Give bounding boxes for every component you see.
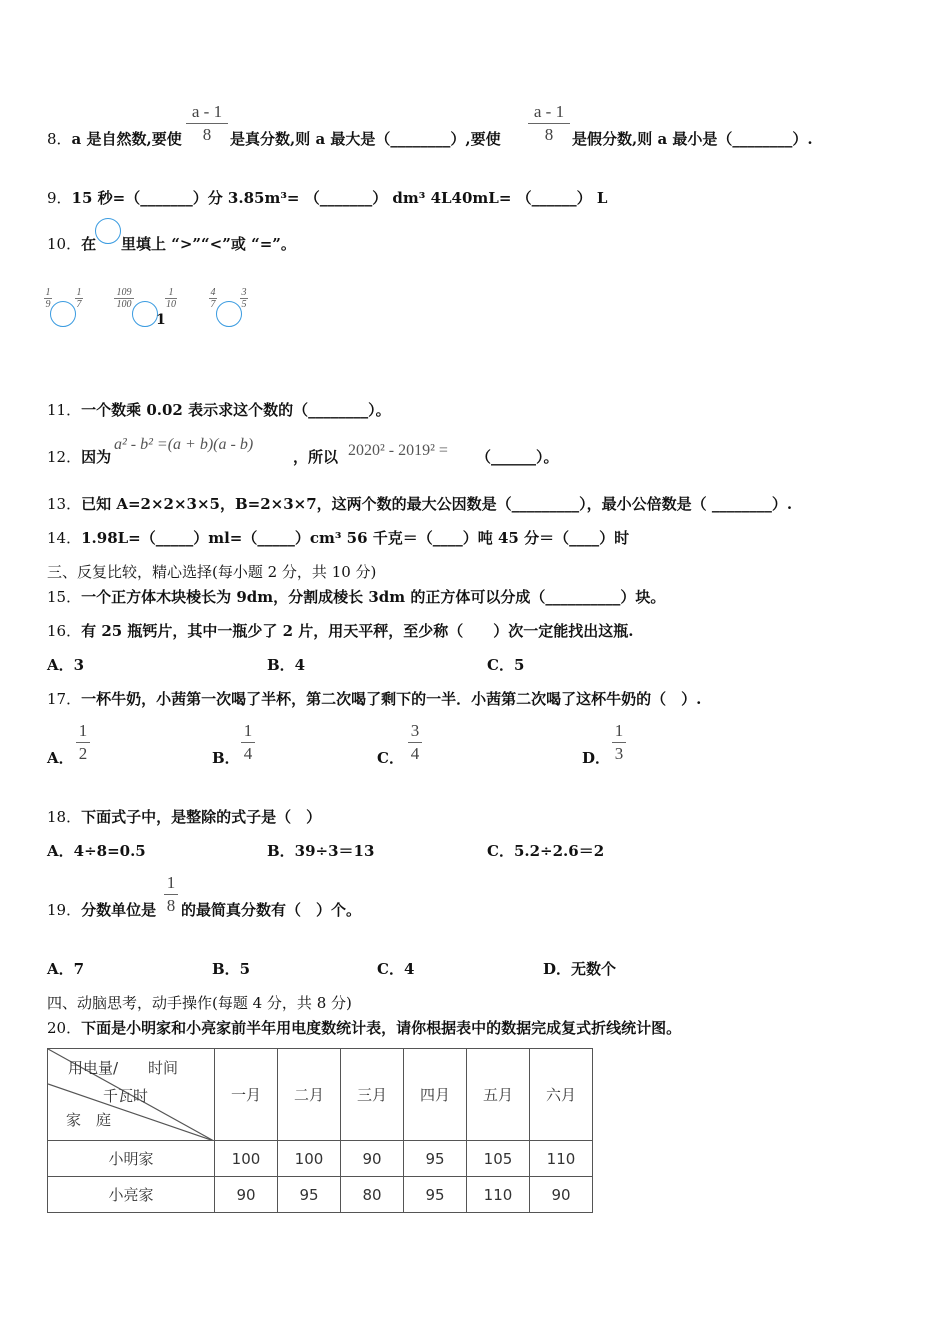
denominator: 5 xyxy=(241,299,247,310)
q19-option-c[interactable]: C．4 xyxy=(377,960,415,978)
q16-number: 16． xyxy=(47,622,82,640)
fraction-bar xyxy=(241,742,255,743)
q9-number: 9． xyxy=(47,189,72,207)
table-row xyxy=(48,1141,593,1177)
numerator: 1 xyxy=(76,287,82,298)
table-header-row xyxy=(48,1049,593,1141)
q10-number: 10． xyxy=(47,235,82,253)
q19-text-1: 分数单位是 xyxy=(81,901,157,919)
q13-number: 13． xyxy=(47,495,82,513)
q11-number: 11． xyxy=(47,401,82,419)
denominator: 100 xyxy=(116,299,132,310)
month-header: 一月 xyxy=(215,1049,278,1141)
q17-option-c-fraction xyxy=(408,721,422,764)
table-cell: 90 xyxy=(215,1177,278,1213)
table-cell: 95 xyxy=(404,1141,467,1177)
month-header: 六月 xyxy=(530,1049,593,1141)
question-12 xyxy=(47,446,111,467)
q16-option-b[interactable]: B．4 xyxy=(267,656,306,674)
denominator: 7 xyxy=(210,299,216,310)
pair2-left-fraction xyxy=(114,287,134,310)
compare-circle-3[interactable] xyxy=(216,301,242,327)
q8-text-2: 是真分数,则 a 最大是（________）,要使 xyxy=(230,130,501,148)
question-14 xyxy=(47,527,629,548)
numerator: 1 xyxy=(78,721,88,740)
q10-text-2: 里填上 “>”“<”或 “=”。 xyxy=(121,235,296,253)
question-17 xyxy=(47,688,701,709)
q13-text: 已知 A=2×2×3×5，B=2×3×7，这两个数的最大公因数是（_________），最小公倍数是（ ________）. xyxy=(81,495,793,513)
compare-circle-icon xyxy=(95,218,121,244)
q10-text-1: 在 xyxy=(81,235,97,253)
q19-option-b[interactable]: B．5 xyxy=(212,960,251,978)
table-row xyxy=(48,1177,593,1213)
numerator: 3 xyxy=(410,721,420,740)
pair2-extra-number: 1 xyxy=(156,312,166,328)
month-header: 四月 xyxy=(404,1049,467,1141)
table-cell: 90 xyxy=(530,1177,593,1213)
header-mid-label: 千瓦时 xyxy=(103,1087,149,1105)
table-diagonal-header xyxy=(48,1049,215,1141)
q19-fraction xyxy=(164,873,178,916)
q12-expression: 2020² - 2019² = xyxy=(348,442,448,459)
q8-number: 8． xyxy=(47,130,72,148)
q8-fraction-2 xyxy=(528,102,570,145)
table-cell: 95 xyxy=(278,1177,341,1213)
fraction-bar xyxy=(528,123,570,124)
q11-text: 一个数乘 0.02 表示求这个数的（________）。 xyxy=(81,401,391,419)
q8-fraction-1-denominator: 8 xyxy=(202,125,212,144)
q18-option-c[interactable]: C．5.2÷2.6＝2 xyxy=(487,842,605,860)
numerator: 1 xyxy=(45,287,51,298)
table-cell: 100 xyxy=(278,1141,341,1177)
denominator: 2 xyxy=(78,744,88,763)
q18-text: 下面式子中，是整除的式子是（ ） xyxy=(81,808,322,826)
fraction-bar xyxy=(76,742,90,743)
month-header: 三月 xyxy=(341,1049,404,1141)
electricity-usage-table xyxy=(47,1048,593,1213)
question-13 xyxy=(47,493,792,514)
q8-text-3: 是假分数,则 a 最小是（________）. xyxy=(572,130,813,148)
fraction-bar xyxy=(408,742,422,743)
q12-text-3: （______）。 xyxy=(476,448,559,466)
numerator: 109 xyxy=(116,287,132,298)
pair2-right-fraction xyxy=(165,287,177,310)
numerator: 1 xyxy=(614,721,624,740)
fraction-bar xyxy=(612,742,626,743)
section-3-heading: 三、反复比较，精心选择(每小题 2 分，共 10 分) xyxy=(47,563,377,581)
q16-text: 有 25 瓶钙片，其中一瓶少了 2 片，用天平秤，至少称（ ）次一定能找出这瓶. xyxy=(81,622,634,640)
q17-option-b-fraction xyxy=(241,721,255,764)
q14-number: 14． xyxy=(47,529,82,547)
q17-option-d-fraction xyxy=(612,721,626,764)
fraction-bar xyxy=(164,894,178,895)
fraction-bar xyxy=(186,123,228,124)
denominator: 7 xyxy=(76,299,82,310)
numerator: 1 xyxy=(166,873,176,892)
month-header: 二月 xyxy=(278,1049,341,1141)
denominator: 9 xyxy=(45,299,51,310)
table-cell: 105 xyxy=(467,1141,530,1177)
q8-fraction-1 xyxy=(186,102,228,145)
q16-option-c[interactable]: C．5 xyxy=(487,656,525,674)
denominator: 4 xyxy=(410,744,420,763)
q12-formula: a² - b² =(a + b)(a - b) xyxy=(114,436,254,453)
q19-number: 19． xyxy=(47,901,82,919)
pair3-right-fraction xyxy=(240,287,248,310)
q20-number: 20． xyxy=(47,1019,82,1037)
question-10 xyxy=(47,233,96,254)
q16-option-a[interactable]: A．3 xyxy=(47,656,85,674)
question-18 xyxy=(47,806,321,827)
question-8 xyxy=(47,128,182,149)
pair3-left-fraction xyxy=(209,287,217,310)
q17-option-d-label[interactable]: D． xyxy=(582,749,611,767)
numerator: 1 xyxy=(243,721,253,740)
header-bottom-label: 家 庭 xyxy=(66,1111,112,1129)
compare-circle-2[interactable] xyxy=(132,301,158,327)
month-header: 五月 xyxy=(467,1049,530,1141)
table-cell: 90 xyxy=(341,1141,404,1177)
numerator: 3 xyxy=(241,287,247,298)
q15-number: 15． xyxy=(47,588,82,606)
table-cell: 110 xyxy=(467,1177,530,1213)
numerator: 1 xyxy=(168,287,174,298)
q17-number: 17． xyxy=(47,690,82,708)
question-9 xyxy=(47,187,607,208)
row-label: 小明家 xyxy=(48,1141,215,1177)
q8-fraction-2-numerator: a - 1 xyxy=(533,102,565,121)
question-19 xyxy=(47,899,156,920)
q17-option-b-label[interactable]: B． xyxy=(212,749,240,767)
question-16 xyxy=(47,620,634,641)
q18-option-b[interactable]: B．39÷3＝13 xyxy=(267,842,375,860)
denominator: 8 xyxy=(166,896,176,915)
q17-text: 一杯牛奶，小茜第一次喝了半杯，第二次喝了剩下的一半．小茜第二次喝了这杯牛奶的（ ）. xyxy=(81,690,702,708)
q12-text-1: 因为 xyxy=(81,448,112,466)
q14-text: 1.98L=（_____）ml=（_____）cm³ 56 千克＝（____）吨 45 分＝（____）时 xyxy=(81,529,630,547)
question-20 xyxy=(47,1017,681,1038)
table-cell: 95 xyxy=(404,1177,467,1213)
row-label: 小亮家 xyxy=(48,1177,215,1213)
q19-option-d[interactable]: D．无数个 xyxy=(543,960,617,978)
question-15 xyxy=(47,586,665,607)
q18-option-a[interactable]: A．4÷8=0.5 xyxy=(47,842,146,860)
q8-text-1: a 是自然数,要使 xyxy=(71,130,182,148)
header-top-label: 用电量/ 时间 xyxy=(68,1059,179,1077)
q9-text: 15 秒=（_______）分 3.85m³= （_______） dm³ 4L40mL= （______） L xyxy=(71,189,608,207)
question-11 xyxy=(47,399,391,420)
q17-option-c-label[interactable]: C． xyxy=(377,749,404,767)
q19-text-2: 的最简真分数有（ ）个。 xyxy=(181,901,362,919)
denominator: 4 xyxy=(243,744,253,763)
denominator: 3 xyxy=(614,744,624,763)
denominator: 10 xyxy=(166,299,176,310)
table-cell: 110 xyxy=(530,1141,593,1177)
q12-text-2: ，所以 xyxy=(293,448,339,466)
q20-text: 下面是小明家和小亮家前半年用电度数统计表，请你根据表中的数据完成复式折线统计图。 xyxy=(81,1019,682,1037)
q12-number: 12． xyxy=(47,448,82,466)
numerator: 4 xyxy=(210,287,216,298)
compare-circle-1[interactable] xyxy=(50,301,76,327)
q15-text: 一个正方体木块棱长为 9dm，分割成棱长 3dm 的正方体可以分成（__________）块。 xyxy=(81,588,666,606)
q19-option-a[interactable]: A．7 xyxy=(47,960,85,978)
q8-fraction-1-numerator: a - 1 xyxy=(191,102,223,121)
table-cell: 80 xyxy=(341,1177,404,1213)
q18-number: 18． xyxy=(47,808,82,826)
q17-option-a-label[interactable]: A． xyxy=(47,749,74,767)
q17-option-a-fraction xyxy=(76,721,90,764)
section-4-heading: 四、动脑思考，动手操作(每题 4 分，共 8 分) xyxy=(47,994,352,1012)
pair1-right-fraction xyxy=(75,287,83,310)
table-cell: 100 xyxy=(215,1141,278,1177)
q8-fraction-2-denominator: 8 xyxy=(544,125,554,144)
